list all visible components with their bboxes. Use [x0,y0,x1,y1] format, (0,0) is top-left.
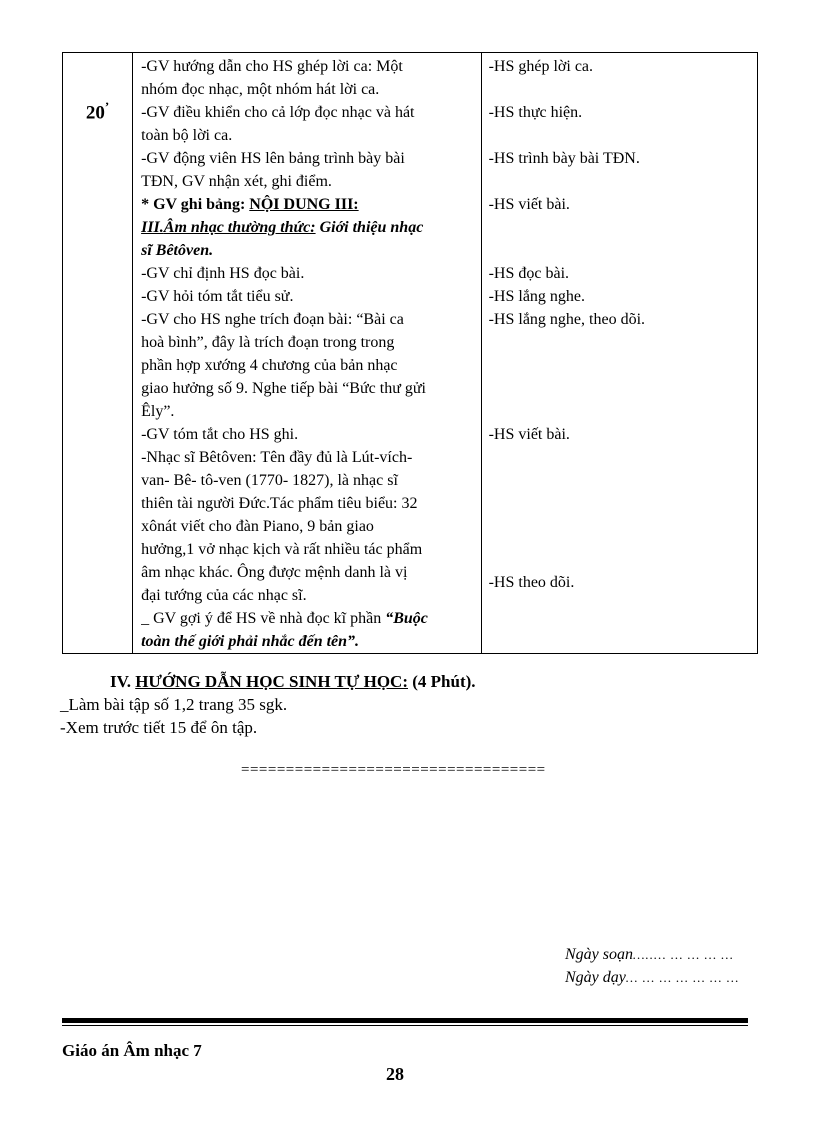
table-row [63,53,758,654]
teacher-line: -GV hỏi tóm tắt tiểu sử. [141,288,294,305]
board-prefix: * GV ghi bảng: [141,196,250,213]
prep-date-dots: …..… … … … … [633,947,734,962]
teacher-line [141,607,475,630]
lesson-activity-table [62,52,758,654]
teacher-line: -GV hướng dẫn cho HS ghép lời ca: Một [141,58,403,75]
student-line: -HS viết bài. [488,426,570,443]
teacher-line: hưởng,1 vở nhạc kịch và rất nhiều tác phẩm [141,541,423,558]
teacher-topic-line [141,216,475,239]
teacher-line: Êly”. [141,403,175,420]
footer-rule-thick [62,1018,748,1023]
teach-date [565,969,739,987]
student-line: -HS ghép lời ca. [488,58,594,75]
topic-roman: III. [141,219,164,236]
teacher-line: đại tướng của các nhạc sĩ. [141,587,307,604]
teacher-activity-cell [133,53,482,654]
student-line: -HS trình bày bài TĐN. [488,150,640,167]
teacher-line: -GV cho HS nghe trích đoạn bài: “Bài ca [141,311,404,328]
teach-date-dots: … … … … … … … [625,970,740,985]
topic-rest: Giới thiệu nhạc [315,219,424,236]
student-line: -HS lắng nghe, theo dõi. [488,311,646,328]
teacher-line: -GV chỉ định HS đọc bài. [141,265,305,282]
teacher-line: toàn thế giới phải nhắc đến tên”. [141,633,360,650]
teacher-line: hoà bình”, đây là trích đoạn trong trong [141,334,395,351]
teacher-line: TĐN, GV nhận xét, ghi điểm. [141,173,332,190]
teacher-line: nhóm đọc nhạc, một nhóm hát lời ca. [141,81,380,98]
time-value: 20 [85,102,105,124]
teacher-line: âm nhạc khác. Ông được mệnh danh là vị [141,564,408,581]
footer-title: Giáo án Âm nhạc 7 [62,1041,202,1060]
homework-item: _Làm bài tập số 1,2 trang 35 sgk. [60,695,288,714]
teacher-line: van- Bê- tô-ven (1770- 1827), là nhạc sĩ [141,472,398,489]
section-4-roman: IV. [110,672,136,691]
teacher-line: -Nhạc sĩ Bêtôven: Tên đầy đủ là Lút-vích- [141,449,413,466]
prep-date [565,946,734,964]
time-cell [63,53,133,654]
teacher-line: xônát viết cho đàn Piano, 9 bản giao [141,518,374,535]
teacher-line: -GV điều khiển cho cả lớp đọc nhạc và hát [141,104,415,121]
teacher-line: toàn bộ lời ca. [141,127,233,144]
section-4-heading [110,672,476,692]
student-line: -HS lắng nghe. [488,288,586,305]
page-number: 28 [386,1064,404,1084]
teacher-hint-prefix: _ GV gợi ý để HS về nhà đọc kĩ phần [141,610,386,627]
teacher-line: sĩ Bêtôven. [141,242,214,259]
student-line: -HS thực hiện. [488,104,583,121]
section-4-title: HƯỚNG DẪN HỌC SINH TỰ HỌC: [135,672,408,691]
teacher-line: thiên tài người Đức.Tác phẩm tiêu biểu: 32 [141,495,418,512]
teach-date-label: Ngày dạy [565,969,626,986]
section-heading: NỘI DUNG III: [249,196,359,213]
time-mark: ’ [104,99,110,114]
prep-date-label: Ngày soạn [565,946,633,963]
student-line: -HS đọc bài. [488,265,570,282]
teacher-hint-bold: “Buộc [385,610,428,627]
teacher-board-line [141,193,475,216]
teacher-line: phần hợp xướng 4 chương của bản nhạc [141,357,398,374]
student-line: -HS theo dõi. [488,574,575,591]
student-line: -HS viết bài. [488,196,570,213]
teacher-line: -GV động viên HS lên bảng trình bày bài [141,150,405,167]
homework-item: -Xem trước tiết 15 để ôn tập. [60,718,258,737]
section-4-duration: (4 Phút). [408,672,476,691]
footer-rule-thin [62,1025,748,1026]
topic-underlined: Âm nhạc thường thức: [163,219,316,236]
teacher-line: -GV tóm tắt cho HS ghi. [141,426,299,443]
teacher-line: giao hưởng số 9. Nghe tiếp bài “Bức thư gửi [141,380,426,397]
separator-line: ================================== [241,762,546,778]
student-activity-cell [481,53,757,654]
